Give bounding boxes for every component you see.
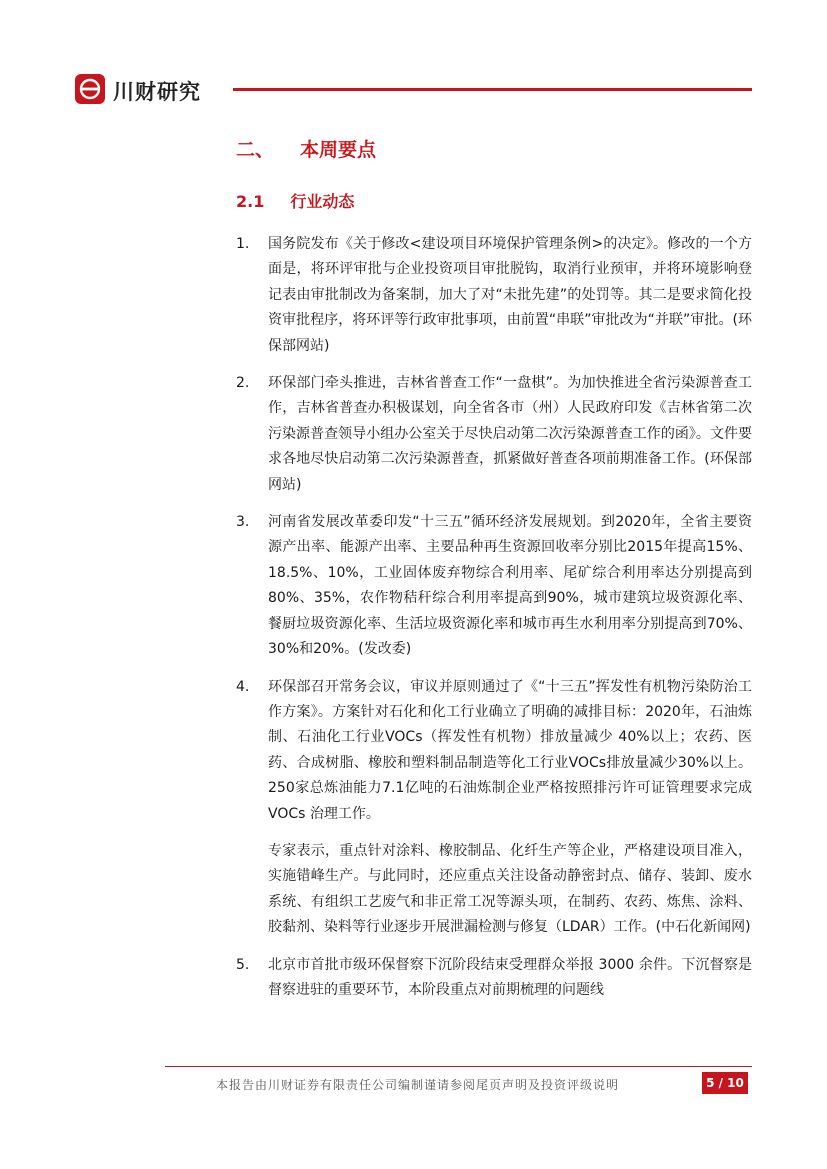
item-number: 3.	[236, 514, 250, 531]
item-text: 环保部门牵头推进，吉林省普查工作“一盘棋”。为加快推进全省污染源普查工作，吉林省普查办积极谋划，向全省各市（州）人民政府印发《吉林省第二次污染源普查领导小组办公室关于尽快启动第二次污染源普查工作的函》。文件要求各地尽快启动第二次污染源普查，抓紧做好普查各项前期准备工作。(环保部网站)	[268, 375, 752, 493]
list-item	[236, 953, 752, 1004]
news-list	[236, 232, 752, 1015]
list-item	[236, 510, 752, 662]
section-heading	[236, 135, 376, 162]
list-item	[236, 371, 752, 498]
section-number: 二、	[236, 139, 275, 161]
section-title: 本周要点	[300, 139, 377, 161]
list-item	[236, 675, 752, 827]
chuancai-logo-icon	[75, 74, 105, 104]
footer-disclaimer: 本报告由川财证券有限责任公司编制谨请参阅尾页声明及投资评级说明	[216, 1078, 620, 1092]
item-number: 5.	[236, 956, 250, 973]
subsection-heading	[236, 189, 354, 212]
list-item	[236, 232, 752, 359]
item-number: 2.	[236, 375, 250, 392]
header-rule	[233, 88, 752, 91]
footer-rule	[165, 1066, 752, 1067]
subsection-number: 2.1	[236, 192, 265, 211]
item-text: 河南省发展改革委印发“十三五”循环经济发展规划。到2020年，全省主要资源产出率、能源产出率、主要品种再生资源回收率分别比2015年提高15%、18.5%、10%，工业固体废弃物综合利用率、尾矿综合利用率达分别提高到80%、35%，农作物秸秆综合利用率提高到90%，城市建筑垃圾资源化率、餐厨垃圾资源化率、生活垃圾资源化率和城市再生水利用率分别提高到70%、30%和20%。(发改委)	[268, 514, 752, 658]
item-number: 4.	[236, 678, 250, 695]
item-text: 国务院发布《关于修改<建设项目环境保护管理条例>的决定》。修改的一个方面是，将环评审批与企业投资项目审批脱钩，取消行业预审，并将环境影响登记表由审批制改为备案制，加大了对“未批先建”的处罚等。其二是要求简化投资审批程序，将环评等行政审批事项，由前置“串联”审批改为“并联”审批。(环保部网站)	[268, 236, 752, 354]
item-text: 北京市首批市级环保督察下沉阶段结束受理群众举报 3000 余件。下沉督察是督察进驻的重要环节，本阶段重点对前期梳理的问题线	[268, 956, 752, 998]
logo-text: 川财研究	[113, 80, 201, 104]
item-number: 1.	[236, 236, 250, 252]
item-text: 环保部召开常务会议，审议并原则通过了《“十三五”挥发性有机物污染防治工作方案》。方案针对石化和化工行业确立了明确的减排目标：2020年，石油炼制、石油化工行业VOCs（挥发性有机物）排放量减少 40%以上；农药、医药、合成树脂、橡胶和塑料制品制造等化工行业VOCs排放量减少30%以上。250家总炼油能力7.1亿吨的石油炼制企业严格按照排污许可证管理要求完成 VOCs 治理工作。	[268, 678, 752, 822]
page-header	[75, 70, 752, 110]
item-paragraph: 专家表示，重点针对涂料、橡胶制品、化纤生产等企业，严格建设项目准入，实施错峰生产。与此同时，还应重点关注设备动静密封点、储存、装卸、废水系统、有组织工艺废气和非正常工况等源头项，在制药、农药、炼焦、涂料、胶黏剂、染料等行业逐步开展泄漏检测与修复（LDAR）工作。(中石化新闻网)	[268, 842, 752, 936]
page-number-badge: 5 / 10	[702, 1072, 748, 1094]
subsection-title: 行业动态	[290, 192, 355, 211]
